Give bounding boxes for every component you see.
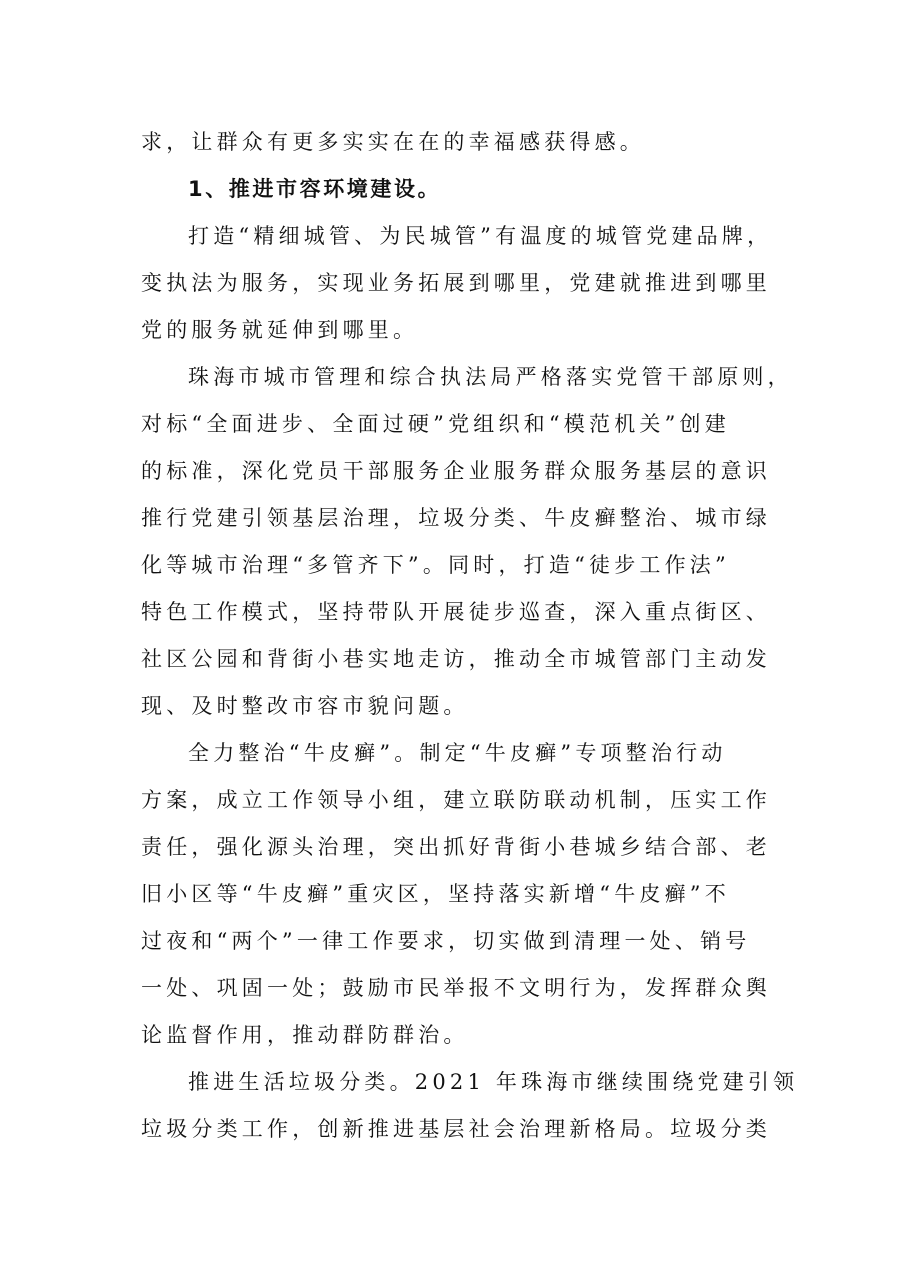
- text-line: 全力整治“牛皮癣”。制定“牛皮癣”专项整治行动: [188, 741, 727, 765]
- text-line: 党的服务就延伸到哪里。: [141, 318, 419, 342]
- text-line: 的标准，深化党员干部服务企业服务群众服务基层的意识: [141, 459, 771, 483]
- text-line: 垃圾分类工作，创新推进基层社会治理新格局。垃圾分类: [141, 1117, 771, 1141]
- text-line: 推行党建引领基层治理，垃圾分类、牛皮癣整治、城市绿: [141, 506, 771, 530]
- section-heading: 1、推进市容环境建设。: [188, 177, 442, 201]
- text-line: 求，让群众有更多实实在在的幸福感获得感。: [141, 130, 645, 154]
- text-line: 推进生活垃圾分类。2021 年珠海市继续围绕党建引领: [188, 1070, 799, 1094]
- text-line: 变执法为服务，实现业务拓展到哪里，党建就推进到哪里: [141, 271, 771, 295]
- text-line: 过夜和“两个”一律工作要求，切实做到清理一处、销号: [141, 929, 751, 953]
- text-line: 化等城市治理“多管齐下”。同时，打造“徒步工作法”: [141, 553, 730, 577]
- text-line: 社区公园和背街小巷实地走访，推动全市城管部门主动发: [141, 647, 771, 671]
- text-line: 打造“精细城管、为民城管”有温度的城管党建品牌，: [188, 224, 773, 248]
- text-line: 责任，强化源头治理，突出抓好背街小巷城乡结合部、老: [141, 835, 771, 859]
- text-line: 论监督作用，推动群防群治。: [141, 1023, 469, 1047]
- text-line: 方案，成立工作领导小组，建立联防联动机制，压实工作: [141, 788, 771, 812]
- text-line: 对标“全面进步、全面过硬”党组织和“模范机关”创建: [141, 412, 730, 436]
- text-line: 现、及时整改市容市貌问题。: [141, 694, 469, 718]
- text-line: 特色工作模式，坚持带队开展徒步巡查，深入重点街区、: [141, 600, 771, 624]
- text-line: 珠海市城市管理和综合执法局严格落实党管干部原则，: [188, 365, 793, 389]
- text-line: 一处、巩固一处；鼓励市民举报不文明行为，发挥群众舆: [141, 976, 771, 1000]
- text-line: 旧小区等“牛皮癣”重灾区，坚持落实新增“牛皮癣”不: [141, 882, 730, 906]
